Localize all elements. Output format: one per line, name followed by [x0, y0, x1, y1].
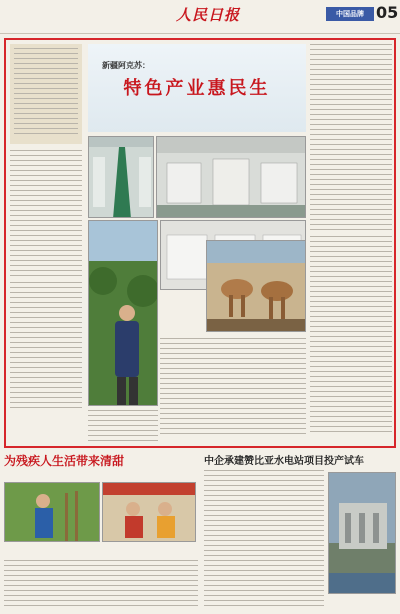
right-text-top-lines	[310, 44, 392, 234]
article-zambia-hydropower	[204, 452, 396, 612]
photo-factory	[156, 136, 306, 218]
article-body-lines	[204, 470, 324, 610]
article-disabled-people	[4, 452, 198, 612]
feature-header	[88, 44, 306, 132]
newspaper-logo: 人民日报	[176, 6, 241, 24]
photo-camels	[206, 240, 306, 332]
feature-article	[4, 38, 396, 448]
article-title: 中企承建赞比亚水电站项目投产试车	[204, 456, 364, 467]
photo-workshop	[88, 136, 154, 218]
article-title: 为残疾人生活带来清甜	[4, 454, 125, 468]
middle-text-b-lines	[160, 338, 306, 436]
photo-farmer-sugarcane	[4, 482, 100, 542]
section-1-body-lines	[10, 150, 82, 280]
feature-kicker: 新疆阿克苏：	[102, 61, 150, 70]
feature-title: 特色产业惠民生	[123, 78, 271, 99]
intro-text-lines	[14, 48, 78, 134]
middle-text-a-lines	[88, 410, 158, 444]
page-number: 05	[376, 3, 399, 22]
photo-orchard-worker	[88, 220, 158, 406]
right-column	[310, 44, 392, 434]
section-tag: 中国品牌	[326, 7, 374, 21]
photo-market-stall	[102, 482, 196, 542]
article-body-lines	[4, 560, 198, 610]
intro-box	[10, 44, 82, 144]
section-2-body-lines	[10, 282, 82, 412]
masthead	[0, 0, 400, 34]
middle-text-b	[160, 336, 306, 436]
right-text-bottom-lines	[310, 236, 392, 434]
photo-hydropower-station	[328, 472, 396, 594]
middle-text-a	[88, 410, 158, 444]
section-1	[10, 148, 82, 412]
